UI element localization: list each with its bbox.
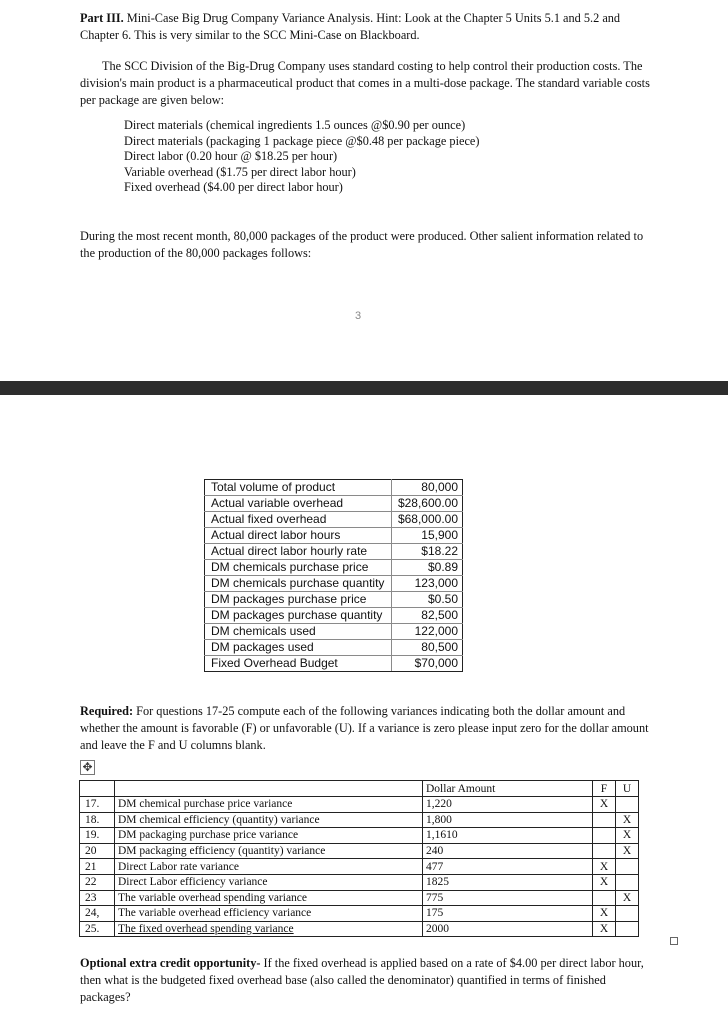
- actual-data-row: [205, 640, 463, 656]
- actual-data-label: Actual direct labor hourly rate: [205, 544, 392, 560]
- variance-description: The variable overhead spending variance: [115, 890, 423, 906]
- unfavorable-cell[interactable]: X: [616, 812, 639, 828]
- actual-data-value: $28,600.00: [392, 496, 463, 512]
- actual-data-label: DM chemicals purchase quantity: [205, 576, 392, 592]
- table-resize-handle[interactable]: [670, 937, 678, 945]
- intro-text: Mini-Case Big Drug Company Variance Analysis. Hint: Look at the Chapter 5 Units 5.1 and 5.2 and Chapter 6. This is very similar to the SCC Mini-Case on Blackboard.: [80, 11, 621, 42]
- favorable-cell[interactable]: X: [593, 921, 616, 937]
- favorable-cell[interactable]: X: [593, 859, 616, 875]
- variance-number: 19.: [80, 828, 115, 844]
- variance-row: [80, 906, 639, 922]
- variance-description: The variable overhead efficiency variance: [115, 906, 423, 922]
- variance-amount-cell[interactable]: 240: [423, 843, 593, 859]
- unfavorable-cell[interactable]: [616, 859, 639, 875]
- actual-data-value: 80,500: [392, 640, 463, 656]
- variance-amount-cell[interactable]: 1825: [423, 874, 593, 890]
- actual-data-label: Actual fixed overhead: [205, 512, 392, 528]
- actual-data-value: $0.50: [392, 592, 463, 608]
- variance-number: 20: [80, 843, 115, 859]
- actual-data-row: [205, 608, 463, 624]
- actual-data-label: DM packages purchase quantity: [205, 608, 392, 624]
- favorable-cell[interactable]: [593, 812, 616, 828]
- required-paragraph: [80, 703, 650, 754]
- required-text: For questions 17-25 compute each of the following variances indicating both the dollar amount and whether the amount is favorable (F) or unfavorable (U). If a variance is zero please input zero for the dollar amount and leave the F and U columns blank.: [80, 704, 649, 752]
- variance-description: DM chemical purchase price variance: [115, 797, 423, 813]
- unfavorable-cell[interactable]: [616, 906, 639, 922]
- actual-data-label: DM chemicals used: [205, 624, 392, 640]
- actual-data-label: DM packages used: [205, 640, 392, 656]
- unfavorable-cell[interactable]: X: [616, 843, 639, 859]
- actual-data-label: DM packages purchase price: [205, 592, 392, 608]
- variance-amount-cell[interactable]: 477: [423, 859, 593, 875]
- actual-data-label: DM chemicals purchase price: [205, 560, 392, 576]
- favorable-cell[interactable]: X: [593, 874, 616, 890]
- actual-data-value: 123,000: [392, 576, 463, 592]
- intro-paragraph: [80, 10, 650, 44]
- header-num: [80, 781, 115, 797]
- favorable-cell[interactable]: X: [593, 906, 616, 922]
- actual-data-row: [205, 592, 463, 608]
- actual-data-label: Actual variable overhead: [205, 496, 392, 512]
- variance-row: [80, 843, 639, 859]
- actual-data-row: [205, 624, 463, 640]
- unfavorable-cell[interactable]: X: [616, 828, 639, 844]
- variance-amount-cell[interactable]: 1,800: [423, 812, 593, 828]
- actual-data-row: [205, 512, 463, 528]
- unfavorable-cell[interactable]: [616, 797, 639, 813]
- actual-data-table: [204, 479, 463, 672]
- variance-row: [80, 797, 639, 813]
- variance-number: 18.: [80, 812, 115, 828]
- extra-credit-text: If the fixed overhead is applied based on a rate of $4.00 per direct labor hour, then what is the budgeted fixed overhead base (also called the denominator) quantified in terms of finished packages?: [80, 956, 644, 1004]
- variance-amount-cell[interactable]: 1,220: [423, 797, 593, 813]
- actual-data-row: [205, 544, 463, 560]
- variance-amount-cell[interactable]: 175: [423, 906, 593, 922]
- required-heading: Required:: [80, 704, 134, 718]
- standard-cost-item: Direct materials (chemical ingredients 1.5 ounces @$0.90 per ounce): [124, 118, 466, 132]
- actual-data-value: $18.22: [392, 544, 463, 560]
- variance-amount-cell[interactable]: 1,1610: [423, 828, 593, 844]
- extra-credit-heading: Optional extra credit opportunity-: [80, 956, 261, 970]
- actual-data-label: Actual direct labor hours: [205, 528, 392, 544]
- actual-data-row: [205, 656, 463, 672]
- extra-credit-paragraph: [80, 955, 650, 1006]
- variance-description: Direct Labor efficiency variance: [115, 874, 423, 890]
- variance-number: 23: [80, 890, 115, 906]
- actual-data-row: [205, 576, 463, 592]
- variance-description: DM chemical efficiency (quantity) variance: [115, 812, 423, 828]
- page-divider: [0, 381, 728, 395]
- variance-number: 21: [80, 859, 115, 875]
- variance-number: 24,: [80, 906, 115, 922]
- part-heading: Part III.: [80, 11, 124, 25]
- variance-row: [80, 874, 639, 890]
- favorable-cell[interactable]: X: [593, 797, 616, 813]
- favorable-cell[interactable]: [593, 843, 616, 859]
- variance-description: DM packaging purchase price variance: [115, 828, 423, 844]
- scc-paragraph: [80, 58, 650, 109]
- header-amount: Dollar Amount: [423, 781, 593, 797]
- variance-row: [80, 921, 639, 937]
- actual-data-row: [205, 496, 463, 512]
- actual-data-value: 80,000: [392, 480, 463, 496]
- actual-data-label: Total volume of product: [205, 480, 392, 496]
- header-unfavorable: U: [616, 781, 639, 797]
- header-desc: [115, 781, 423, 797]
- actual-data-value: 15,900: [392, 528, 463, 544]
- actual-data-label: Fixed Overhead Budget: [205, 656, 392, 672]
- favorable-cell[interactable]: [593, 828, 616, 844]
- favorable-cell[interactable]: [593, 890, 616, 906]
- variance-row: [80, 890, 639, 906]
- page-number: 3: [355, 310, 362, 322]
- table-move-handle-icon[interactable]: ✥: [80, 760, 95, 775]
- standard-cost-list: [124, 118, 479, 196]
- standard-cost-item: Direct materials (packaging 1 package piece @$0.48 per package piece): [124, 133, 480, 148]
- variance-amount-cell[interactable]: 775: [423, 890, 593, 906]
- actual-data-value: $0.89: [392, 560, 463, 576]
- variance-amount-cell[interactable]: 2000: [423, 921, 593, 937]
- variance-row: [80, 828, 639, 844]
- standard-cost-item: Fixed overhead ($4.00 per direct labor hour): [124, 180, 343, 194]
- variance-description: The fixed overhead spending variance: [115, 921, 423, 937]
- scc-text: The SCC Division of the Big-Drug Company uses standard costing to help control their production costs. The division's main product is a pharmaceutical product that comes in a multi-dose package. The standard variable costs per package are given below:: [80, 59, 650, 107]
- actual-data-value: $70,000: [392, 656, 463, 672]
- actual-data-row: [205, 480, 463, 496]
- month-paragraph: During the most recent month, 80,000 packages of the product were produced. Other salient information related to the production of the 80,000 packages follows:: [80, 229, 644, 260]
- unfavorable-cell[interactable]: [616, 921, 639, 937]
- variance-table-header: [80, 781, 639, 797]
- variance-description: DM packaging efficiency (quantity) variance: [115, 843, 423, 859]
- standard-cost-item: Direct labor (0.20 hour @ $18.25 per hour): [124, 149, 338, 163]
- variance-description: Direct Labor rate variance: [115, 859, 423, 875]
- actual-data-row: [205, 560, 463, 576]
- variance-row: [80, 812, 639, 828]
- header-favorable: F: [593, 781, 616, 797]
- standard-cost-item: Variable overhead ($1.75 per direct labor hour): [124, 164, 356, 179]
- variance-number: 25.: [80, 921, 115, 937]
- actual-data-value: $68,000.00: [392, 512, 463, 528]
- variance-number: 22: [80, 874, 115, 890]
- unfavorable-cell[interactable]: [616, 874, 639, 890]
- variance-number: 17.: [80, 797, 115, 813]
- variance-row: [80, 859, 639, 875]
- actual-data-value: 122,000: [392, 624, 463, 640]
- actual-data-row: [205, 528, 463, 544]
- actual-data-value: 82,500: [392, 608, 463, 624]
- unfavorable-cell[interactable]: X: [616, 890, 639, 906]
- variance-table: [79, 780, 639, 937]
